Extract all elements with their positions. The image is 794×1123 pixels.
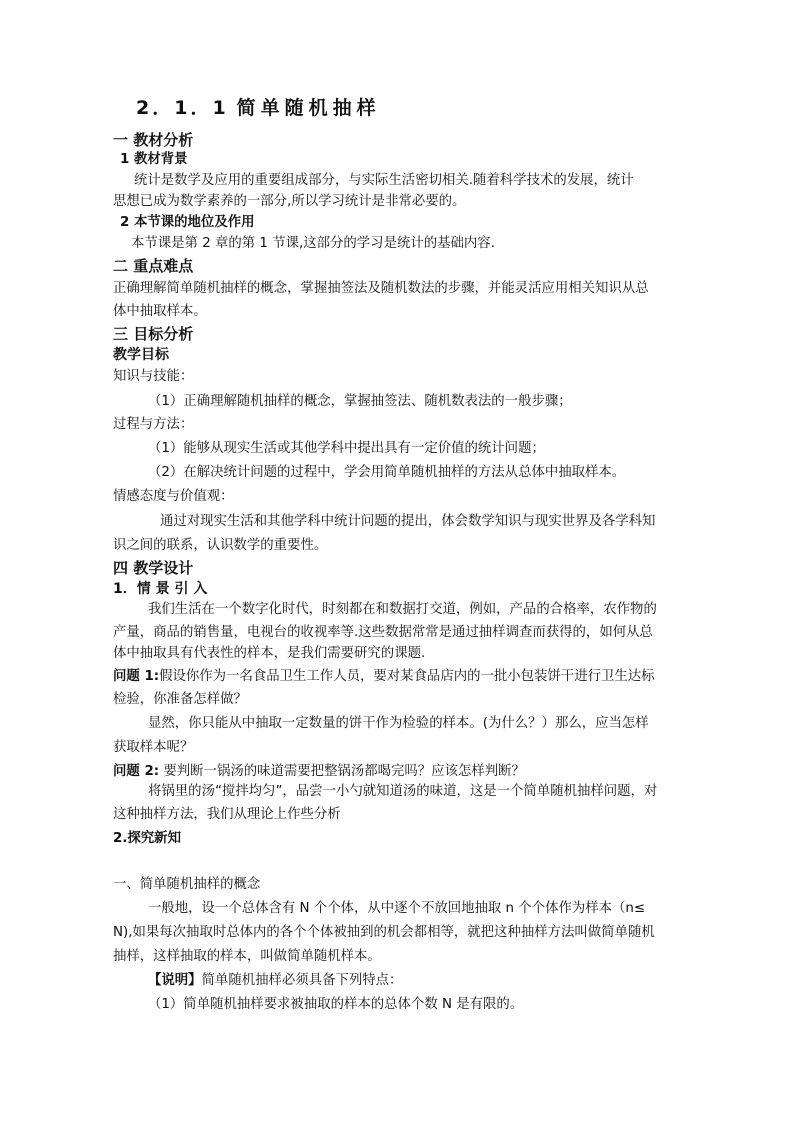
concept-title: 一、简单随机抽样的概念 [113,877,261,892]
subheading-teaching-goals: 教学目标 [113,347,169,363]
paragraph-line: 识之间的联系，认识数学的重要性。 [113,538,328,553]
list-item: （1）简单随机抽样要求被抽取的样本的总体个数 N 是有限的。 [148,997,524,1012]
subheading-lesson-position: 2 本节课的地位及作用 [120,215,255,230]
paragraph-line: 思想已成为数学素养的一部分,所以学习统计是非常必要的。 [113,194,466,209]
question-1-label: 问题 1: [113,669,160,684]
label-emotion-values: 情感态度与价值观： [113,489,234,504]
section-heading-2: 二 重点难点 [113,257,194,275]
section-heading-3: 三 目标分析 [113,325,194,343]
paragraph-line: 抽样，这样抽取的样本，叫做简单随机样本。 [113,949,381,964]
paragraph-line: 一般地，设一个总体含有 N 个个体，从中逐个不放回地抽取 n 个个体作为样本（n≤ [148,901,646,916]
subheading-explore-new: 2.探究新知 [113,831,181,846]
subheading-textbook-background: 1 教材背景 [120,152,188,167]
section-heading-4: 四 教学设计 [113,559,194,577]
question-2-text: 要判断一锅汤的味道需要把整锅汤都喝完吗？应该怎样判断？ [159,764,525,779]
label-process-method: 过程与方法： [113,417,194,432]
list-item: （1）能够从现实生活或其他学科中提出具有一定价值的统计问题； [148,441,545,456]
note [148,972,402,990]
label-knowledge-skills: 知识与技能： [113,369,194,384]
paragraph-line: 这种抽样方法，我们从理论上作些分析 [113,807,341,822]
paragraph-line: 检验，你准备怎样做？ [113,692,247,707]
paragraph-line: 产量，商品的销售量，电视台的收视率等.这些数据常常是通过抽样调查而获得的，如何从总 [113,625,653,640]
note-text: 简单随机抽样必须具备下列特点： [201,973,403,988]
document-title [136,96,381,120]
paragraph-line: 体中抽取样本。 [113,304,207,319]
note-label: 【说明】 [148,973,202,988]
paragraph-line: 显然，你只能从中抽取一定数量的饼干作为检验的样本。(为什么？）那么，应当怎样 [148,716,649,731]
paragraph-line: 我们生活在一个数字化时代，时刻都在和数据打交道，例如，产品的合格率，农作物的 [148,602,657,617]
paragraph-line: N),如果每次抽取时总体内的各个个体被抽到的机会都相等，就把这种抽样方法叫做简单随机 [113,925,655,940]
section-heading-1: 一 教材分析 [113,131,194,149]
paragraph-line: 获取样本呢？ [113,740,194,755]
subheading-scenario-intro: 1．情 景 引 入 [113,581,208,597]
paragraph-line: 通过对现实生活和其他学科中统计问题的提出，体会数学知识与现实世界及各学科知 [160,514,656,529]
question-1-text: 假设你作为一名食品卫生工作人员，要对某食品店内的一批小包装饼干进行卫生达标 [159,669,655,684]
paragraph-line: 统计是数学及应用的重要组成部分，与实际生活密切相关.随着科学技术的发展，统计 [134,173,634,188]
paragraph-line: 正确理解简单随机抽样的概念，掌握抽签法及随机数法的步骤，并能灵活应用相关知识从总 [113,281,649,296]
paragraph-line: 体中抽取具有代表性的样本，是我们需要研究的课题. [113,646,426,661]
list-item: （2）在解决统计问题的过程中，学会用简单随机抽样的方法从总体中抽取样本。 [148,465,626,480]
title-number: 2．1．1 [136,97,229,119]
question-2-label: 问题 2: [113,764,160,779]
question-1 [113,668,655,686]
question-2 [113,763,525,781]
paragraph-line: 本节课是第 2 章的第 1 节课,这部分的学习是统计的基础内容. [131,236,495,251]
list-item: （1）正确理解随机抽样的概念，掌握抽签法、随机数表法的一般步骤； [148,394,572,409]
title-text: 简单随机抽样 [236,97,381,119]
paragraph-line: 将锅里的汤“搅拌均匀”，品尝一小勺就知道汤的味道，这是一个简单随机抽样问题，对 [148,784,658,799]
